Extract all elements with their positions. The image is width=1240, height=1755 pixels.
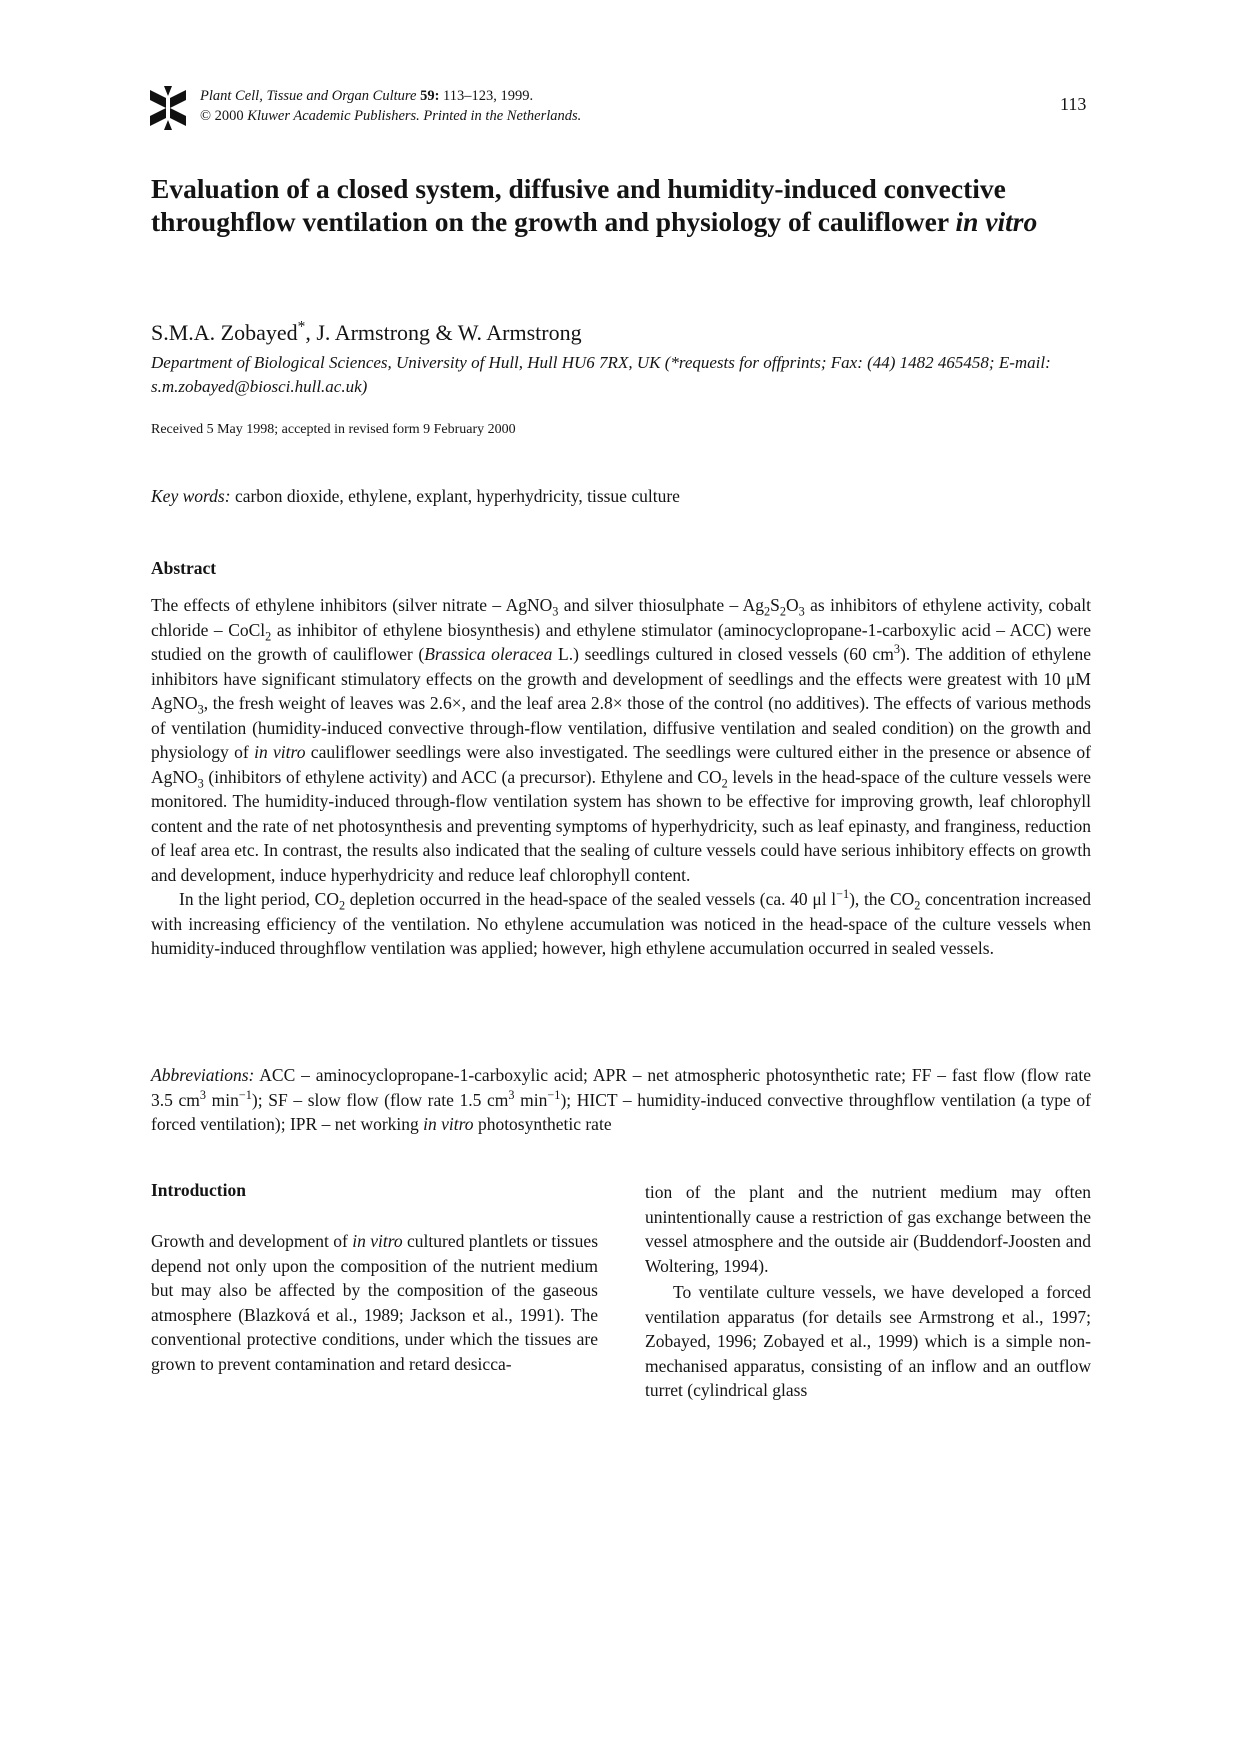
subscript: 2: [764, 604, 771, 619]
journal-volume: 59:: [420, 88, 440, 104]
journal-pages: 113–123, 1999.: [443, 88, 534, 104]
copyright-line: [200, 106, 581, 126]
text-run: ). The addition of ethylene inhibitors have significant stimulatory effects on the growth and development of seedlings and the effects were greatest with 10 μM AgNO: [151, 644, 1091, 713]
superscript: −1: [547, 1087, 561, 1102]
text-run: ); SF – slow flow (flow rate 1.5 cm: [251, 1089, 509, 1110]
publisher-name: Kluwer Academic Publishers. Printed in the Netherlands.: [247, 108, 582, 124]
text-run: The effects of ethylene inhibitors (silver nitrate – AgNO: [151, 595, 553, 615]
text-run: as inhibitors of ethylene activity, cobalt chloride – CoCl: [151, 595, 1091, 640]
text-run: L.) seedlings cultured in closed vessels (60 cm: [552, 644, 894, 664]
text-run: and silver thiosulphate – Ag: [558, 595, 765, 615]
publisher-logo-icon: [150, 86, 186, 130]
author-first: S.M.A. Zobayed: [151, 320, 298, 345]
keywords: [151, 486, 680, 507]
abstract-body: [151, 593, 1091, 961]
subscript: 3: [197, 776, 204, 790]
article-title: [151, 172, 1101, 238]
introduction-left-column: [151, 1229, 598, 1376]
subscript: 3: [798, 604, 805, 619]
author-rest: , J. Armstrong & W. Armstrong: [305, 320, 582, 345]
subscript: 2: [339, 898, 346, 913]
text-run: ); HICT – humidity-induced convective throughflow ventilation (a type of forced ventilation); IPR – net working: [151, 1089, 1091, 1134]
text-run: In the light period, CO: [179, 889, 339, 909]
abstract-paragraph-1: [151, 593, 1091, 887]
subscript: 3: [552, 604, 559, 619]
italic-term: in vitro: [423, 1114, 474, 1134]
text-run: ), the CO: [849, 889, 915, 909]
introduction-heading: Introduction: [151, 1180, 246, 1200]
copyright-year: © 2000: [200, 108, 244, 124]
species-name: Brassica oleracea: [424, 644, 553, 664]
superscript: 3: [508, 1087, 515, 1102]
text-run: depletion occurred in the head-space of the sealed vessels (ca. 40 μl l: [345, 889, 837, 909]
text-run: photosynthetic rate: [473, 1114, 612, 1134]
journal-name: Plant Cell, Tissue and Organ Culture: [200, 88, 417, 104]
subscript: 3: [197, 702, 204, 717]
text-run: ACC – aminocyclopropane-1-carboxylic acid; APR – net atmospheric photosynthetic rate; FF – fast flow (flow rate 3.5 cm: [151, 1065, 1091, 1110]
intro-paragraph-1: tion of the plant and the nutrient medium may often unintentionally cause a restriction of gas exchange between the vessel atmosphere and the outside air (Buddendorf-Joosten and Woltering, 1994).: [645, 1182, 1091, 1276]
author-list: [151, 320, 582, 346]
journal-header: [200, 86, 581, 126]
text-run: min: [206, 1089, 239, 1110]
text-run: levels in the head-space of the culture vessels were monitored. The humidity-induced through-flow ventilation system has shown to be effective for improving growth, leaf chlorophyll content and the rate of net photosynthesis and preventing symptoms of hyperhydricity, such as leaf epinasty, and franginess, reduction of leaf area etc. In contrast, the results also indicated that the sealing of culture vessels could have serious inhibitory effects on growth and development, induce hyperhydricity and reduce leaf chlorophyll content.: [151, 766, 1091, 885]
subscript: 2: [779, 604, 787, 619]
title-main: Evaluation of a closed system, diffusive and humidity-induced convective throughflow ventilation on the growth and physiology of cauliflower: [151, 173, 1006, 237]
text-run: , the fresh weight of leaves was 2.6×, and the leaf area 2.8× those of the control (no additives). The effects of various methods of ventilation (humidity-induced convective through-flow ventilation, diffusive ventilation and sealed condition) on the growth and physiology of: [151, 693, 1091, 762]
text-run: O: [786, 595, 799, 615]
journal-citation: [200, 86, 581, 106]
intro-paragraph-2: To ventilate culture vessels, we have developed a forced ventilation apparatus (for details see Armstrong et al., 1997; Zobayed, 1996; Zobayed et al., 1999) which is a simple non-mechanised apparatus, consisting of an inflow and an outflow turret (cylindrical glass: [645, 1282, 1091, 1400]
text-run: min: [514, 1089, 548, 1110]
keywords-label: Key words:: [151, 486, 231, 506]
text-run: cultured plantlets or tissues depend not only upon the composition of the nutrient medium but may also be affected by the composition of the gaseous atmosphere (Blazková et al., 1989; Jackson et al., 1991). The conventional protective conditions, under which the tissues are grown to prevent contamination and retard desicca-: [151, 1231, 599, 1374]
affiliation: Department of Biological Sciences, University of Hull, Hull HU6 7RX, UK (*requests for offprints; Fax: (44) 1482 465458; E-mail: s.m.zobayed@biosci.hull.ac.uk): [151, 353, 1051, 396]
abstract-paragraph-2: [151, 887, 1091, 961]
text-run: concentration increased with increasing efficiency of the ventilation. No ethylene accumulation was noticed in the head-space of the culture vessels when humidity-induced throughflow ventilation was applied; however, high ethylene accumulation occurred in sealed vessels.: [151, 889, 1091, 958]
text-run: (inhibitors of ethylene activity) and ACC (a precursor). Ethylene and CO: [203, 766, 722, 787]
text-run: Growth and development of: [151, 1231, 353, 1251]
text-run: S: [770, 595, 780, 615]
superscript: −1: [238, 1087, 252, 1102]
title-italic: in vitro: [955, 206, 1038, 237]
abbreviations-label: Abbreviations:: [151, 1065, 255, 1085]
superscript: −1: [836, 887, 850, 902]
text-run: as inhibitor of ethylene biosynthesis) and ethylene stimulator (aminocyclopropane-1-carboxylic acid – ACC) were studied on the growth of cauliflower (: [151, 619, 1091, 664]
received-dates: Received 5 May 1998; accepted in revised form 9 February 2000: [151, 422, 516, 437]
superscript: 3: [199, 1087, 207, 1102]
italic-term: in vitro: [254, 742, 306, 762]
italic-term: in vitro: [352, 1231, 403, 1251]
keywords-text: carbon dioxide, ethylene, explant, hyperhydricity, tissue culture: [234, 486, 680, 506]
superscript: 3: [893, 642, 900, 657]
page-number: 113: [1060, 94, 1087, 114]
abbreviations: [151, 1063, 1091, 1137]
subscript: 2: [721, 776, 728, 790]
subscript: 2: [914, 898, 921, 913]
introduction-right-column: [645, 1180, 1091, 1403]
abstract-heading: Abstract: [151, 558, 217, 578]
text-run: cauliflower seedlings were also investigated. The seedlings were cultured either in the presence or absence of AgNO: [151, 742, 1091, 787]
corresponding-mark: *: [297, 318, 306, 336]
subscript: 2: [265, 629, 272, 643]
